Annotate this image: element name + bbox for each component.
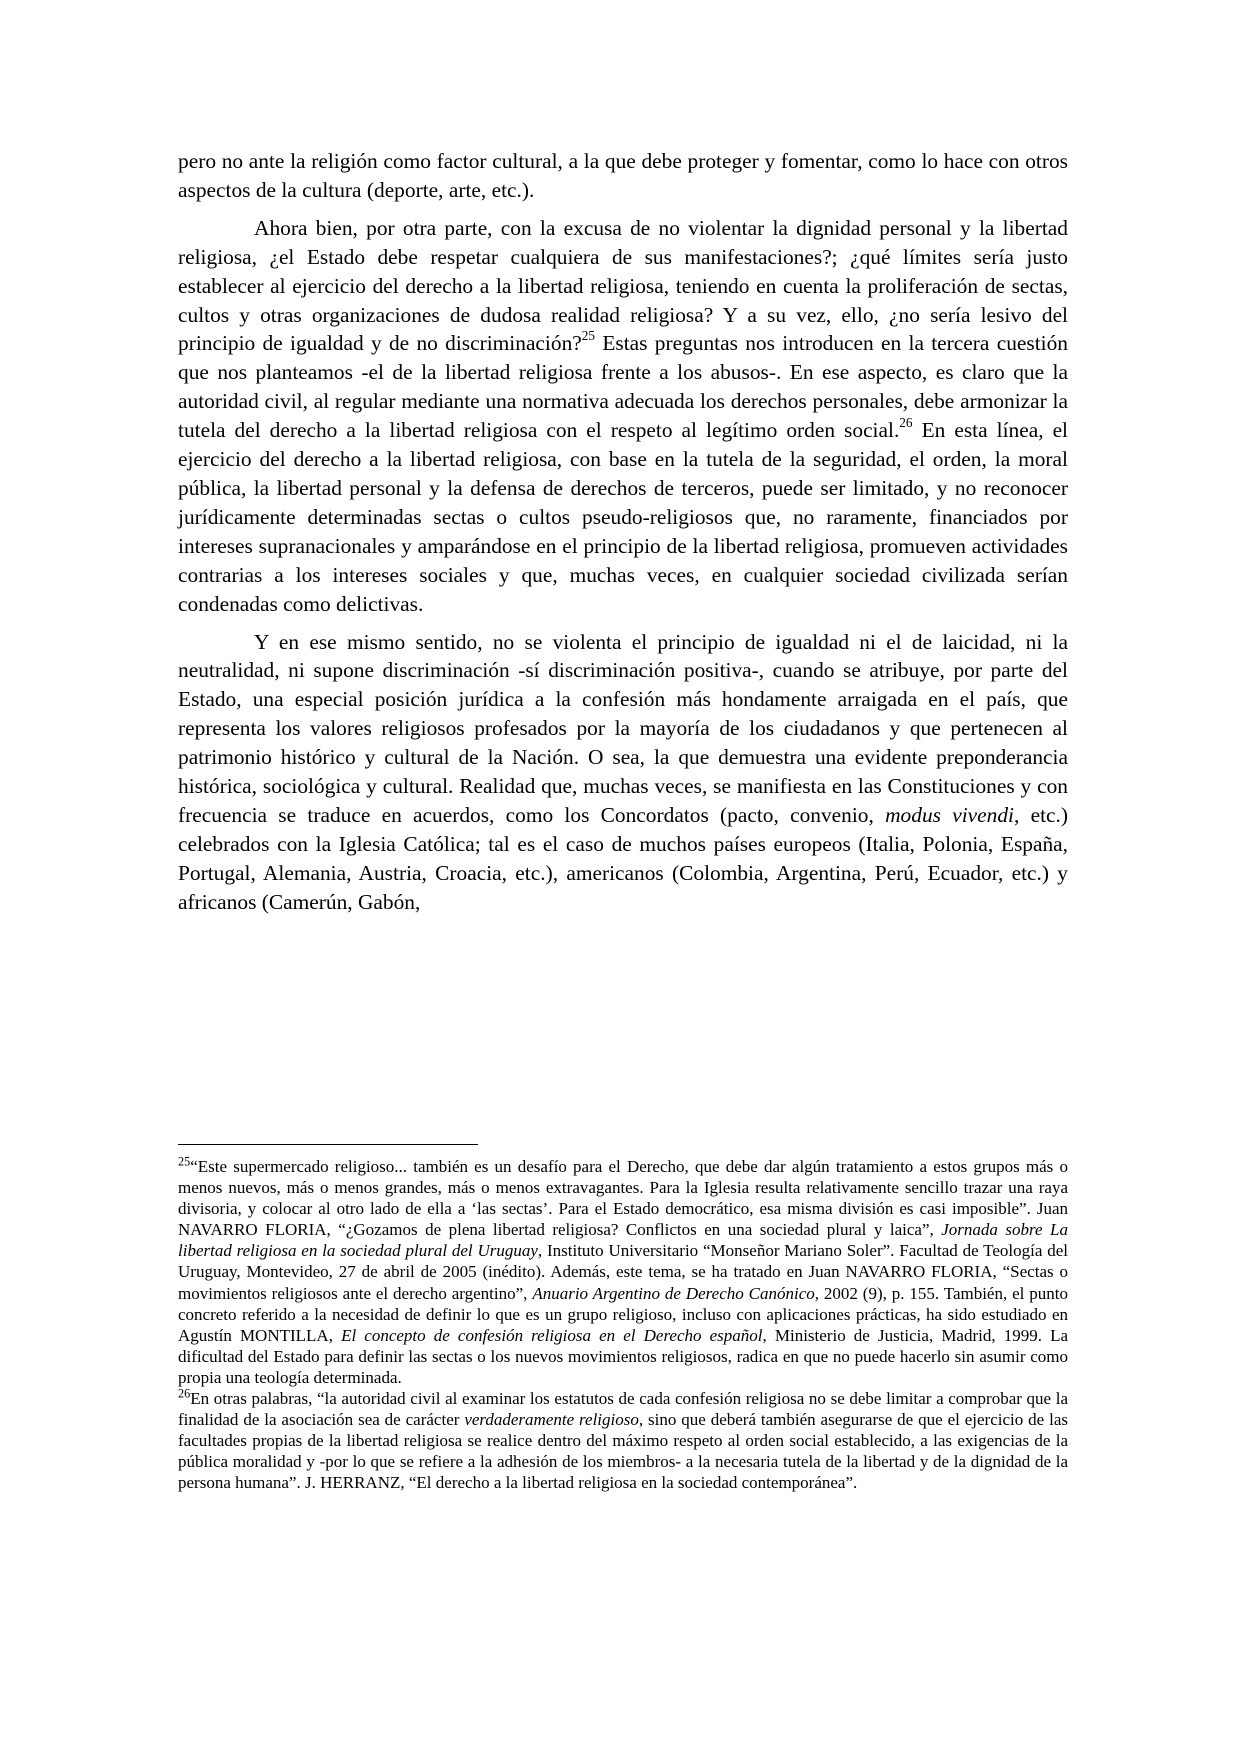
footnote-separator bbox=[178, 1144, 478, 1145]
footnotes bbox=[178, 1156, 1068, 1494]
paragraph-3 bbox=[178, 628, 1068, 917]
paragraph-1-text: pero no ante la religión como factor cultural, a la que debe proteger y fomentar, como lo hace con otros aspectos de la cultura (deporte, arte, etc.). bbox=[178, 149, 1068, 202]
footnote-25 bbox=[178, 1156, 1068, 1388]
body-text bbox=[178, 147, 1068, 926]
footnote-26 bbox=[178, 1388, 1068, 1493]
footnote-25-text-b: , Instituto Universitario “Monseñor Mariano Soler”. Facultad de Teología del Uruguay, Montevideo, 27 de abril de 2005 (inédito). Además, este tema, se ha tratado en Juan NAVARRO FLORIA, “Sectas o movimientos religiosos ante el derecho argentino”, bbox=[178, 1241, 1068, 1303]
paragraph-2 bbox=[178, 214, 1068, 619]
footnote-26-text-b: , sino que deberá también asegurarse de que el ejercicio de las facultades propias de la libertad religiosa se realice dentro del máximo respeto al orden social establecido, a las exigencias de la pública moralidad y -por lo que se refiere a la adhesión de los miembros- a la necesaria tutela de la libertad y de la dignidad de la persona humana”. J. HERRANZ, “El derecho a la libertad religiosa en la sociedad contemporánea”. bbox=[178, 1410, 1068, 1493]
paragraph-2-text-c: En esta línea, el ejercicio del derecho a la libertad religiosa, con base en la tutela de la seguridad, el orden, la moral pública, la libertad personal y la defensa de derechos de terceros, puede ser limitado, y no reconocer jurídicamente determinadas sectas o cultos pseudo-religiosos que, no raramente, financiados por intereses supranacionales y amparándose en el principio de la libertad religiosa, promueven actividades contrarias a los intereses sociales y que, muchas veces, en cualquier sociedad civilizada serían condenadas como delictivas. bbox=[178, 418, 1069, 616]
paragraph-3-text-b: , etc.) celebrados con la Iglesia Católica; tal es el caso de muchos países europeos (Italia, Polonia, España, Portugal, Alemania, Austria, Croacia, etc.), americanos (Colombia, Argentina, Perú, Ecuador, etc.) y africanos (Camerún, Gabón, bbox=[178, 802, 1068, 914]
footnote-25-text-a: “Este supermercado religioso... también es un desafío para el Derecho, que debe dar algún tratamiento a estos grupos más o menos nuevos, más o menos grandes, más o menos extravagantes. Para la Iglesia resulta relativamente sencillo trazar una raya divisoria, y colocar al otro lado de ella a ‘las sectas’. Para el Estado democrático, esa misma división es casi imposible”. Juan NAVARRO FLORIA, “¿Gozamos de plena libertad religiosa? Conflictos en una sociedad plural y laica”, bbox=[178, 1157, 1068, 1240]
footnote-25-italic-c: El concepto de confesión religiosa en el Derecho español bbox=[341, 1325, 763, 1345]
footnote-25-number: 25 bbox=[178, 1154, 191, 1169]
footnote-25-text-d: , Ministerio de Justicia, Madrid, 1999. La dificultad del Estado para definir las sectas o los nuevos movimientos religiosos, radica en que no puede hacerlo sin asumir como propia una teología determinada. bbox=[178, 1325, 1069, 1387]
footnote-26-italic: verdaderamente religioso bbox=[464, 1410, 639, 1430]
footnote-25-text-c: 2002 (9), p. 155. También, el punto concreto referido a la necesidad de definir lo que es un grupo religioso, incluso con aplicaciones prácticas, ha sido estudiado en Agustín MONTILLA, bbox=[178, 1283, 1069, 1345]
footnote-25-italic-a: Jornada sobre La libertad religiosa en la sociedad plural del Uruguay bbox=[178, 1220, 1068, 1261]
paragraph-3-text-a: Y en ese mismo sentido, no se violenta el principio de igualdad ni el de laicidad, ni la neutralidad, ni supone discriminación -sí discriminación positiva-, cuando se atribuye, por parte del Estado, una especial posición jurídica a la confesión más hondamente arraigada en el país, que representa los valores religiosos profesados por la mayoría de los ciudadanos y que pertenecen al patrimonio histórico y cultural de la Nación. O sea, la que demuestra una evidente preponderancia histórica, sociológica y cultural. Realidad que, muchas veces, se manifiesta en las Constituciones y con frecuencia se traduce en acuerdos, como los Concordatos (pacto, convenio, bbox=[178, 629, 1068, 827]
paragraph-1 bbox=[178, 147, 1068, 205]
footnote-26-text-a: En otras palabras, “la autoridad civil al examinar los estatutos de cada confesión religiosa no se debe limitar a comprobar que la finalidad de la asociación sea de carácter bbox=[178, 1389, 1068, 1430]
footnote-ref-25[interactable]: 25 bbox=[581, 328, 596, 344]
paragraph-3-italic: modus vivendi bbox=[885, 802, 1014, 827]
footnote-25-italic-b: Anuario Argentino de Derecho Canónico, bbox=[532, 1283, 819, 1303]
footnote-ref-26[interactable]: 26 bbox=[899, 415, 913, 431]
footnote-26-number: 26 bbox=[178, 1386, 191, 1401]
paragraph-2-text-a: Ahora bien, por otra parte, con la excusa de no violentar la dignidad personal y la libertad religiosa, ¿el Estado debe respetar cualquiera de sus manifestaciones?; ¿qué límites sería justo establecer al ejercicio del derecho a la libertad religiosa, teniendo en cuenta la proliferación de sectas, cultos y otras organizaciones de dudosa realidad religiosa? Y a su vez, ello, ¿no sería lesivo del principio de igualdad y de no discriminación? bbox=[178, 215, 1068, 356]
paragraph-2-text-b: Estas preguntas nos introducen en la tercera cuestión que nos planteamos -el de la libertad religiosa frente a los abusos-. En ese aspecto, es claro que la autoridad civil, al regular mediante una normativa adecuada los derechos personales, debe armonizar la tutela del derecho a la libertad religiosa con el respeto al legítimo orden social. bbox=[178, 331, 1068, 443]
